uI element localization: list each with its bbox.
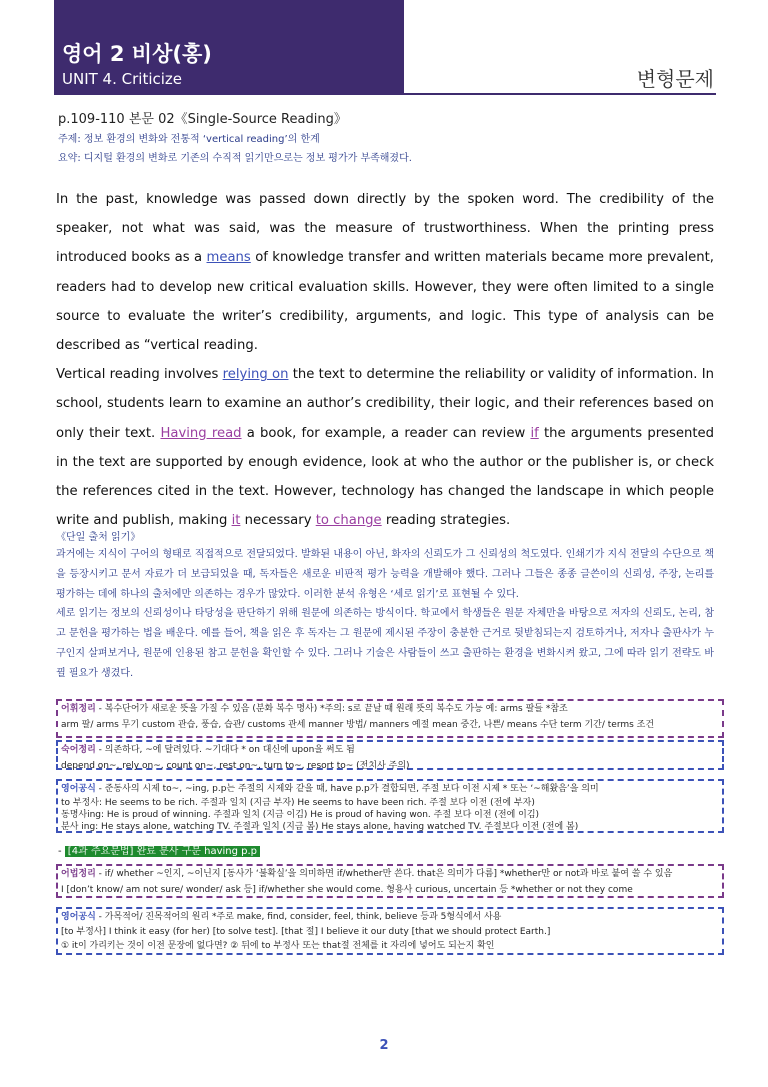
page-number: 2	[379, 1038, 389, 1053]
highlight-having-read: Having read	[160, 425, 242, 441]
passage-text: of knowledge transfer and written materials became more prevalent, readers had to develop new critical evaluation skills. However, they were often limited to a single source to evaluate the writer’s credibility, arguments, and logic. This type of analysis can be described as “vertical reading.	[56, 250, 714, 354]
highlight-to-change: to change	[315, 513, 382, 529]
passage-text: a book, for example, a reader can review	[246, 425, 526, 441]
source-line: p.109-110 본문 02《Single-Source Reading》	[58, 112, 347, 127]
passage	[56, 185, 714, 535]
usage-row: I [don’t know/ am not sure/ wonder/ ask 등] if/whether she would come. 형용사 curious, uncertain 등 *whether or not they come	[61, 885, 633, 895]
translation-paragraph-2: 세로 읽기는 정보의 신뢰성이나 타당성을 판단하기 위해 원문에 의존하는 방식이다. 학교에서 학생들은 원문 자체만을 바탕으로 저자의 신뢰도, 논리, 참고 문헌을 평가하는 법을 배운다. 예를 들어, 책을 읽은 후 독자는 그 원문에 제시된 주장이 충분한 근거로 뒷받침되는지 검토하거나, 저자나 출판사가 누구인지 살펴보거나, 원문에 인용된 참고 문헌을 확인할 수 있다. 그러나 기술은 사람들이 쓰고 출판하는 환경을 변화시켜 왔고, 그에 따라 읽기 전략도 바뀔 필요가 생겼다.	[56, 608, 714, 679]
passage-text: the arguments presented in the text are supported by enough evidence, look at who the author or the publisher is, or check the references cited in the text. However, technology has changed the landscape in which people write and publish, making	[56, 425, 714, 529]
translation-title: 《단일 출처 읽기》	[56, 532, 141, 543]
key-grammar-line	[58, 842, 260, 857]
formula-row	[58, 909, 722, 925]
passage-text: Vertical reading involves	[56, 367, 219, 383]
formula-row: [to 부정사] I think it easy (for her) [to solve test]. [that 절] I believe it our duty [that we should protect Earth.]	[61, 927, 551, 937]
grammar-row: 동명사ing: He is proud of winning. 주절과 일치 (지금 이김) He is proud of having won. 주절 보다 이전 (전에 이김)	[61, 810, 540, 820]
summary-line: 요약: 디지털 환경의 변화로 기존의 수직적 읽기만으로는 정보 평가가 부족해졌다.	[58, 153, 412, 164]
header-title: 영어 2 비상(홍)	[62, 42, 212, 66]
highlight-relying-on: relying on	[222, 367, 289, 383]
key-grammar-dash: -	[58, 846, 62, 857]
usage-text: - if/ whether ~인지, ~이닌지 [동사가 ‘불확실’을 의미하면 if/whether만 쓴다. that은 의미가 다름] *whether만 or not과 바로 붙여 쓸 수 있음	[98, 869, 673, 879]
grammar-row: 분사 ing: He stays alone, watching TV. 주절과 일치 (지금 봄) He stays alone, having watched TV. 주절보다 이전 (전에 봄)	[61, 822, 579, 832]
passage-text: reading strategies.	[385, 513, 511, 529]
grammar-formula-box-2	[56, 907, 724, 955]
passage-paragraph-2	[56, 360, 714, 535]
key-grammar-tag: [4과 주요문법] 완료 분사 구문 having p.p	[65, 846, 260, 857]
highlight-if: if	[530, 425, 539, 441]
vocab-note-box	[56, 699, 724, 738]
header-unit: UNIT 4. Criticize	[62, 70, 183, 88]
translation	[56, 545, 714, 684]
vocab-note-row	[58, 701, 722, 717]
passage-paragraph-1	[56, 185, 714, 360]
idiom-note-row	[58, 742, 722, 758]
idiom-note-box	[56, 740, 724, 770]
vocab-label: 어휘정리	[61, 704, 96, 714]
passage-text: necessary	[244, 513, 312, 529]
translation-paragraph-1: 과거에는 지식이 구어의 형태로 직접적으로 전달되었다. 발화된 내용이 아닌, 화자의 신뢰도가 그 신뢰성의 척도였다. 인쇄기가 지식 전달의 수단으로 책을 등장시키고 문서 자료가 더 보급되었을 때, 독자들은 새로운 비판적 평가 능력을 개발해야 했다. 그러나 그들은 종종 글쓴이의 신뢰성, 주장, 논리를 평가하는 데에 하나의 출처에만 의존하는 경우가 많았다. 이러한 분석 유형은 ‘세로 읽기’로 표현될 수 있다.	[56, 549, 714, 600]
formula-label: 영어공식	[61, 912, 96, 922]
grammar-label: 영어공식	[61, 784, 96, 794]
passage-text: the text to determine the reliability or validity of information. In school, students learn to examine an author’s credibility, their logic, and their references based on only their text.	[56, 367, 714, 441]
highlight-means: means	[206, 250, 251, 266]
header-divider	[54, 93, 716, 95]
grammar-text: - 준동사의 시제 to~, ~ing, p.p는 주절의 시제와 같을 때, have p.p가 결합되면, 주절 보다 이전 시제 * 또는 ‘~해왔음’을 의미	[98, 784, 599, 794]
header-label: 변형문제	[636, 67, 714, 91]
idiom-text: - 의존하다, ~에 달려있다. ~기대다 * on 대신에 upon을 써도 됨	[98, 745, 355, 755]
vocab-text: - 복수단어가 새로운 뜻을 가질 수 있음 (분화 복수 명사) *주의: s로 끝날 때 원래 뜻의 복수도 가능 예: arms 팔들 *참조	[98, 704, 568, 714]
passage-text: In the past, knowledge was passed down directly by the spoken word. The credibility of the speaker, not what was said, was the measure of trustworthiness. When the printing press introduced books as a	[56, 192, 714, 266]
formula-text: - 가목적어/ 진목적어의 원리 *주로 make, find, consider, feel, think, believe 등과 5형식에서 사용	[98, 912, 502, 922]
usage-label: 어법정리	[61, 869, 96, 879]
vocab-note-row: arm 팔/ arms 무기 custom 관습, 풍습, 습관/ customs 관세 manner 방법/ manners 예절 mean 중간, 나쁜/ means 수단 term 기간/ terms 조건	[61, 720, 655, 730]
usage-note-box	[56, 864, 724, 898]
formula-row: ① it이 가리키는 것이 이전 문장에 없다면? ② 뒤에 to 부정사 또는 that절 전체를 it 자리에 넣어도 되는지 확인	[61, 941, 495, 951]
grammar-row	[58, 781, 722, 797]
highlight-it: it	[231, 513, 241, 529]
idiom-note-row: depend on~, rely on~, count on~, rest on~, turn to~, resort to~ (전치사 주의)	[61, 761, 410, 771]
idiom-label: 숙어정리	[61, 745, 96, 755]
theme-line: 주제: 정보 환경의 변화와 전통적 ‘vertical reading’의 한계	[58, 134, 320, 145]
usage-row	[58, 866, 722, 882]
grammar-formula-box-1	[56, 779, 724, 833]
grammar-row: to 부정사: He seems to be rich. 주절과 일치 (지금 부자) He seems to have been rich. 주절 보다 이전 (전에 부자)	[61, 798, 535, 808]
